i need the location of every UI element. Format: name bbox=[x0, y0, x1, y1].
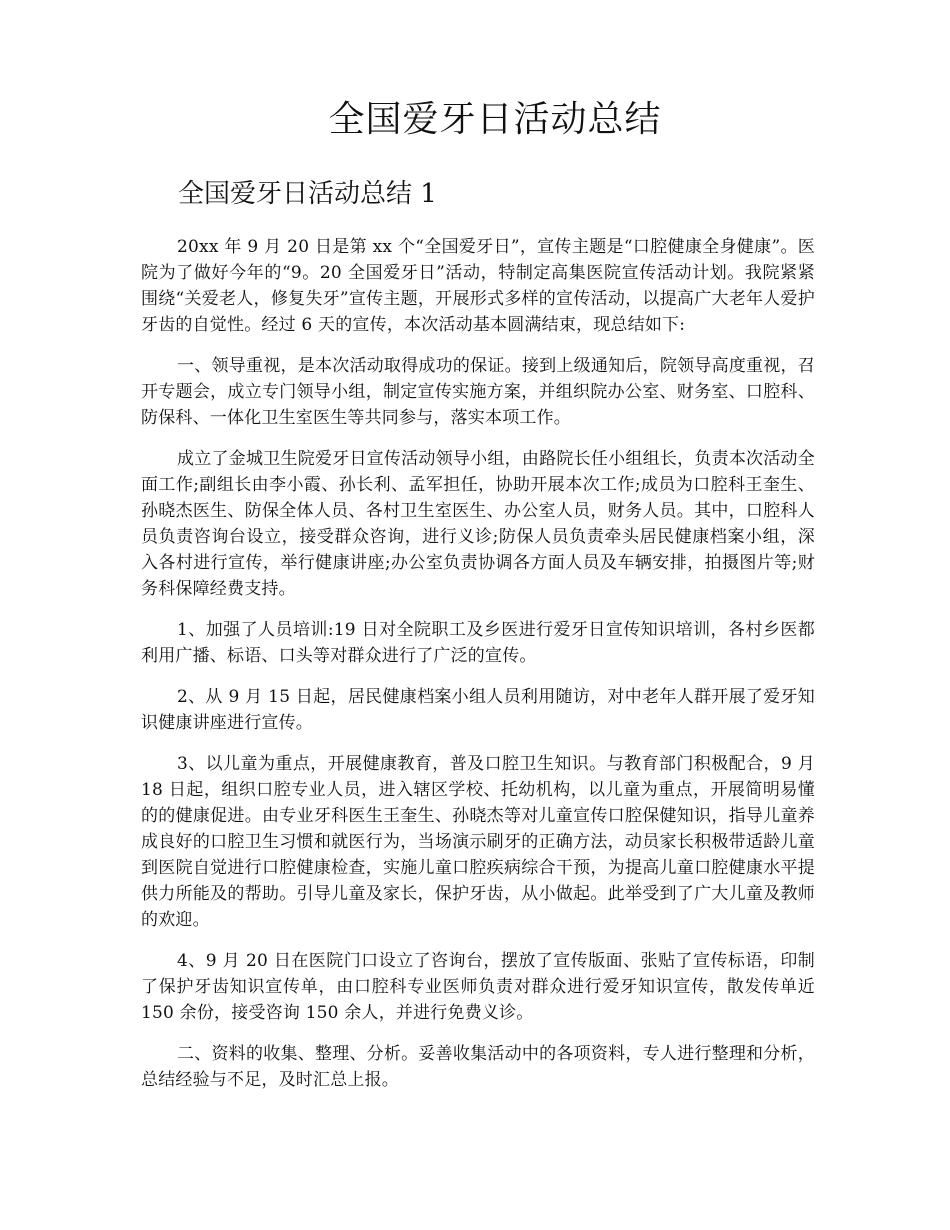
paragraph-lectures: 2、从 9 月 15 日起，居民健康档案小组人员利用随访，对中老年人群开展了爱牙知识健康讲座进行宣传。 bbox=[141, 687, 815, 733]
paragraph-intro: 20xx 年 9 月 20 日是第 xx 个“全国爱牙日”，宣传主题是“口腔健康全身健康”。医院为了做好今年的“9。20 全国爱牙日”活动，特制定高集医院宣传活动计划。我院紧紧围绕“关爱老人，修复失牙”宣传主题，开展形式多样的宣传活动，以提高广大老年人爱护牙齿的自觉性。经过 6 天的宣传，本次活动基本圆满结束，现总结如下: bbox=[141, 237, 815, 335]
paragraph-training: 1、加强了人员培训:19 日对全院职工及乡医进行爱牙日宣传知识培训，各村乡医都利用广播、标语、口头等对群众进行了广泛的宣传。 bbox=[141, 620, 815, 666]
paragraph-consultation: 4、9 月 20 日在医院门口设立了咨询台，摆放了宣传版面、张贴了宣传标语，印制了保护牙齿知识宣传单，由口腔科专业医师负责对群众进行爱牙知识宣传，散发传单近 150 余份，接受咨询 150 余人，并进行免费义诊。 bbox=[141, 951, 815, 1023]
document-body bbox=[141, 234, 815, 1108]
paragraph-leadership: 一、领导重视，是本次活动取得成功的保证。接到上级通知后，院领导高度重视，召开专题会，成立专门领导小组，制定宣传实施方案，并组织院办公室、财务室、口腔科、防保科、一体化卫生室医生等共同参与，落实本项工作。 bbox=[141, 356, 815, 428]
paragraph-records: 二、资料的收集、整理、分析。妥善收集活动中的各项资料，专人进行整理和分析，总结经验与不足，及时汇总上报。 bbox=[141, 1044, 815, 1090]
paragraph-team: 成立了金城卫生院爱牙日宣传活动领导小组，由路院长任小组组长，负责本次活动全面工作;副组长由李小霞、孙长利、孟军担任，协助开展本次工作;成员为口腔科王奎生、孙晓杰医生、防保全体人员、各村卫生室医生、办公室人员，财务人员。其中，口腔科人员负责咨询台设立，接受群众咨询，进行义诊;防保人员负责牵头居民健康档案小组，深入各村进行宣传，举行健康讲座;办公室负责协调各方面人员及车辆安排，拍摄图片等;财务科保障经费支持。 bbox=[141, 449, 815, 599]
document-title: 全国爱牙日活动总结 bbox=[328, 99, 662, 140]
paragraph-children: 3、以儿童为重点，开展健康教育，普及口腔卫生知识。与教育部门积极配合，9 月 18 日起，组织口腔专业人员，进入辖区学校、托幼机构，以儿童为重点，开展简明易懂的的健康促进。由专业牙科医生王奎生、孙晓杰等对儿童宣传口腔保健知识，指导儿童养成良好的口腔卫生习惯和就医行为，当场演示刷牙的正确方法，动员家长积极带适龄儿童到医院自觉进行口腔健康检查，实施儿童口腔疾病综合干预，为提高儿童口腔健康水平提供力所能及的帮助。引导儿童及家长，保护牙齿，从小做起。此举受到了广大儿童及教师的欢迎。 bbox=[141, 754, 815, 930]
section-heading: 全国爱牙日活动总结 1 bbox=[178, 179, 437, 209]
